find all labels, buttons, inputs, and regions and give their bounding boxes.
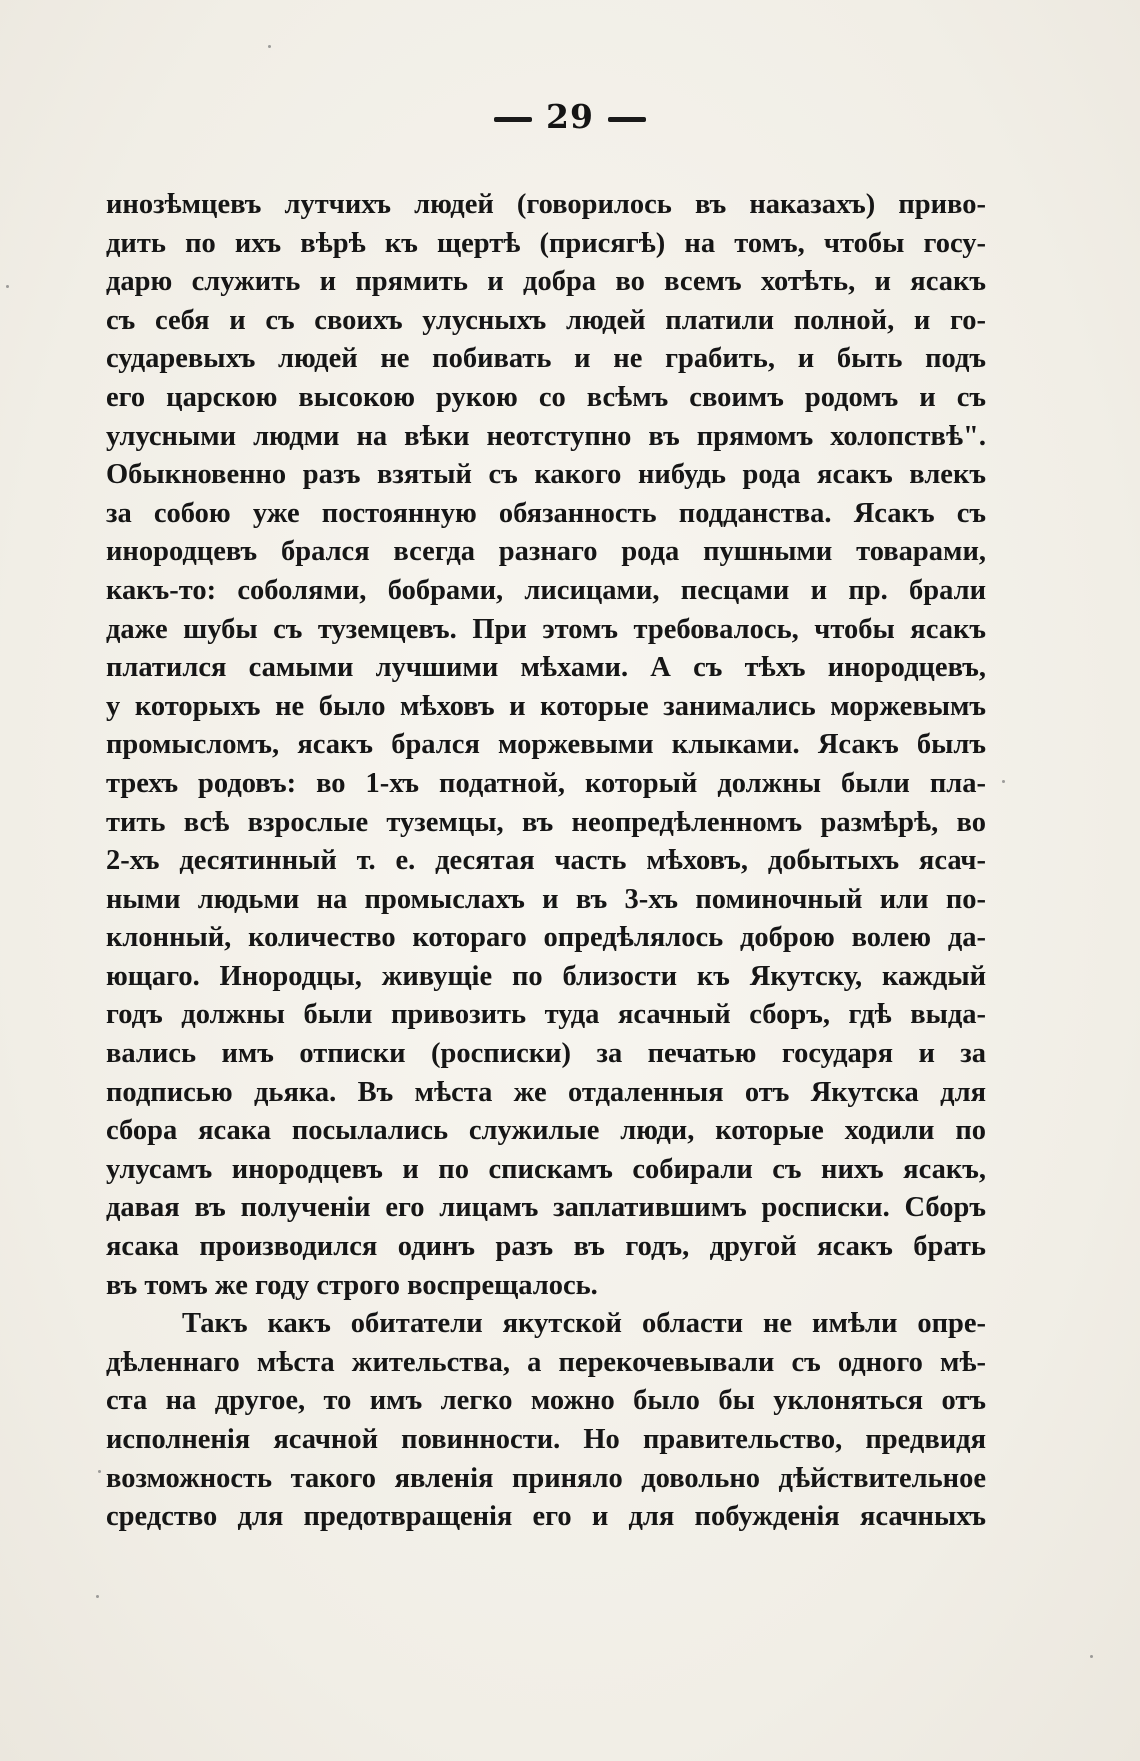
text-line: возможность такого явленія приняло довольно дѣйствительное bbox=[106, 1462, 986, 1494]
text-line: дарю служить и прямить и добра во всемъ хотѣть, и ясакъ bbox=[106, 266, 986, 298]
text-line: клонный, количество котораго опредѣлялось доброю волею да- bbox=[106, 922, 986, 954]
body-text bbox=[106, 186, 986, 1537]
text-line: давая въ полученіи его лицамъ заплатившимъ росписки. Сборъ bbox=[106, 1192, 986, 1224]
text-line: даже шубы съ туземцевъ. При этомъ требовалось, чтобы ясакъ bbox=[106, 613, 986, 645]
page-number: 29 bbox=[546, 97, 594, 136]
text-line: ста на другое, то имъ легко можно было бы уклоняться отъ bbox=[106, 1385, 986, 1417]
paper-speck bbox=[98, 1470, 101, 1473]
header-left-ornament bbox=[494, 117, 532, 122]
text-line: тить всѣ взрослые туземцы, въ неопредѣленномъ размѣрѣ, во bbox=[106, 806, 986, 838]
text-line: годъ должны были привозить туда ясачный сборъ, гдѣ выда- bbox=[106, 999, 986, 1031]
header-right-ornament bbox=[608, 117, 646, 122]
text-line: ясака производился одинъ разъ въ годъ, другой ясакъ брать bbox=[106, 1231, 986, 1263]
text-line: исполненія ясачной повинности. Но правительство, предвидя bbox=[106, 1424, 986, 1455]
text-line: инородцевъ брался всегда разнаго рода пушными товарами, bbox=[106, 536, 986, 568]
text-line: 2-хъ десятинный т. е. десятая часть мѣховъ, добытыхъ ясач- bbox=[106, 845, 986, 877]
text-line: средство для предотвращенія его и для побужденія ясачныхъ bbox=[106, 1501, 986, 1533]
text-line: за собою уже постоянную обязанность подданства. Ясакъ съ bbox=[106, 497, 986, 529]
text-line: улусными людми на вѣки неотступно въ прямомъ холопствѣ". bbox=[106, 420, 986, 452]
page-header bbox=[0, 97, 1140, 136]
paper-speck bbox=[268, 45, 271, 48]
text-line: сударевыхъ людей не побивать и не грабить, и быть подъ bbox=[106, 343, 986, 375]
text-line: дить по ихъ вѣрѣ къ щертѣ (присягѣ) на томъ, чтобы госу- bbox=[106, 227, 986, 259]
paper-speck bbox=[1002, 780, 1005, 783]
text-line: какъ-то: соболями, бобрами, лисицами, песцами и пр. брали bbox=[106, 574, 986, 606]
text-line: его царскою высокою рукою со всѣмъ своимъ родомъ и съ bbox=[106, 381, 986, 413]
text-line: съ себя и съ своихъ улусныхъ людей платили полной, и го- bbox=[106, 304, 986, 336]
text-line: сбора ясака посылались служилые люди, которые ходили по bbox=[106, 1115, 986, 1147]
text-line: Обыкновенно разъ взятый съ какого нибудь рода ясакъ влекъ bbox=[106, 459, 986, 491]
text-line: промысломъ, ясакъ брался моржевыми клыками. Ясакъ былъ bbox=[106, 729, 986, 761]
text-line: ными людьми на промыслахъ и въ 3-хъ поминочный или по- bbox=[106, 883, 986, 915]
text-line: улусамъ инородцевъ и по спискамъ собирали съ нихъ ясакъ, bbox=[106, 1153, 986, 1185]
paper-speck bbox=[96, 1595, 99, 1598]
text-line: вались имъ отписки (росписки) за печатью государя и за bbox=[106, 1038, 986, 1070]
text-line: инозѣмцевъ лутчихъ людей (говорилось въ наказахъ) приво- bbox=[106, 189, 986, 220]
paper-speck bbox=[6, 285, 9, 288]
paragraph-start-line: Такъ какъ обитатели якутской области не имѣли опре- bbox=[182, 1308, 986, 1340]
text-line: платился самыми лучшими мѣхами. А съ тѣхъ инородцевъ, bbox=[106, 652, 986, 684]
text-line: трехъ родовъ: во 1-хъ податной, который должны были пла- bbox=[106, 767, 986, 799]
text-line: ющаго. Инородцы, живущіе по близости къ Якутску, каждый bbox=[106, 960, 986, 992]
text-line: подписью дьяка. Въ мѣста же отдаленныя отъ Якутска для bbox=[106, 1076, 986, 1108]
paragraph-end-line: въ томъ же году строго воспрещалось. bbox=[106, 1269, 598, 1301]
text-line: у которыхъ не было мѣховъ и которые занимались моржевымъ bbox=[106, 690, 986, 722]
paper-speck bbox=[1090, 1655, 1093, 1658]
text-line: дѣленнаго мѣста жительства, а перекочевывали съ одного мѣ- bbox=[106, 1346, 986, 1378]
